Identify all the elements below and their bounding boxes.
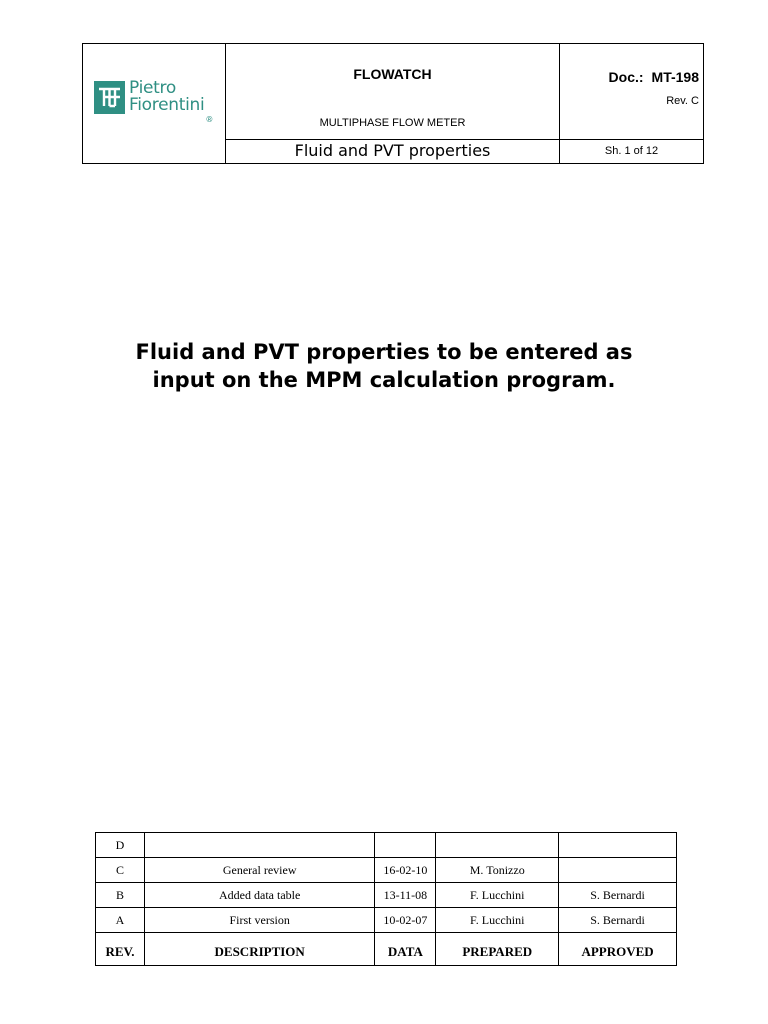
header-data: DATA [375,933,436,966]
table-row [96,858,677,883]
doc-info-cell [560,44,703,140]
sheet-cell [560,140,703,163]
doc-number-line [609,69,699,85]
revision-table [95,832,677,966]
date-cell: 10-02-07 [375,908,436,933]
doc-label: Doc.: [608,69,644,85]
company-name [129,78,214,124]
date-cell: 13-11-08 [375,883,436,908]
rev-cell: A [96,908,145,933]
approved-cell: S. Bernardi [559,908,677,933]
company-logo [94,78,214,124]
logo-cell [83,44,226,163]
revision-label: Rev. C [666,95,699,107]
table-row [96,883,677,908]
date-cell: 16-02-10 [375,858,436,883]
pietro-fiorentini-logo-icon [94,81,125,114]
description-cell: Added data table [144,883,375,908]
sheet-number: Sh. 1 of 12 [604,145,659,157]
registered-mark: ® [205,115,214,124]
date-cell [375,833,436,858]
section-cell [226,140,560,163]
section-title: Fluid and PVT properties [294,141,491,160]
prepared-cell [436,833,559,858]
product-cell [226,44,560,140]
header-rev: REV. [96,933,145,966]
header-description: DESCRIPTION [144,933,375,966]
description-cell: First version [144,908,375,933]
company-name-line2: Fiorentini [129,95,205,115]
header-approved: APPROVED [559,933,677,966]
description-cell: General review [144,858,375,883]
rev-cell: B [96,883,145,908]
table-row [96,833,677,858]
main-title [84,338,684,394]
approved-cell [559,833,677,858]
product-subtitle: MULTIPHASE FLOW METER [319,117,466,129]
main-title-line1: Fluid and PVT properties to be entered as [135,340,633,364]
table-header-row [96,933,677,966]
product-name: FLOWATCH [353,66,432,82]
prepared-cell: F. Lucchini [436,908,559,933]
prepared-cell: M. Tonizzo [436,858,559,883]
company-name-line1: Pietro [129,78,176,98]
approved-cell: S. Bernardi [559,883,677,908]
prepared-cell: F. Lucchini [436,883,559,908]
table-row [96,908,677,933]
header-prepared: PREPARED [436,933,559,966]
document-header [82,43,704,164]
doc-number: MT-198 [651,69,699,85]
rev-cell: C [96,858,145,883]
main-title-line2: input on the MPM calculation program. [152,368,616,392]
approved-cell [559,858,677,883]
rev-cell: D [96,833,145,858]
description-cell [144,833,375,858]
